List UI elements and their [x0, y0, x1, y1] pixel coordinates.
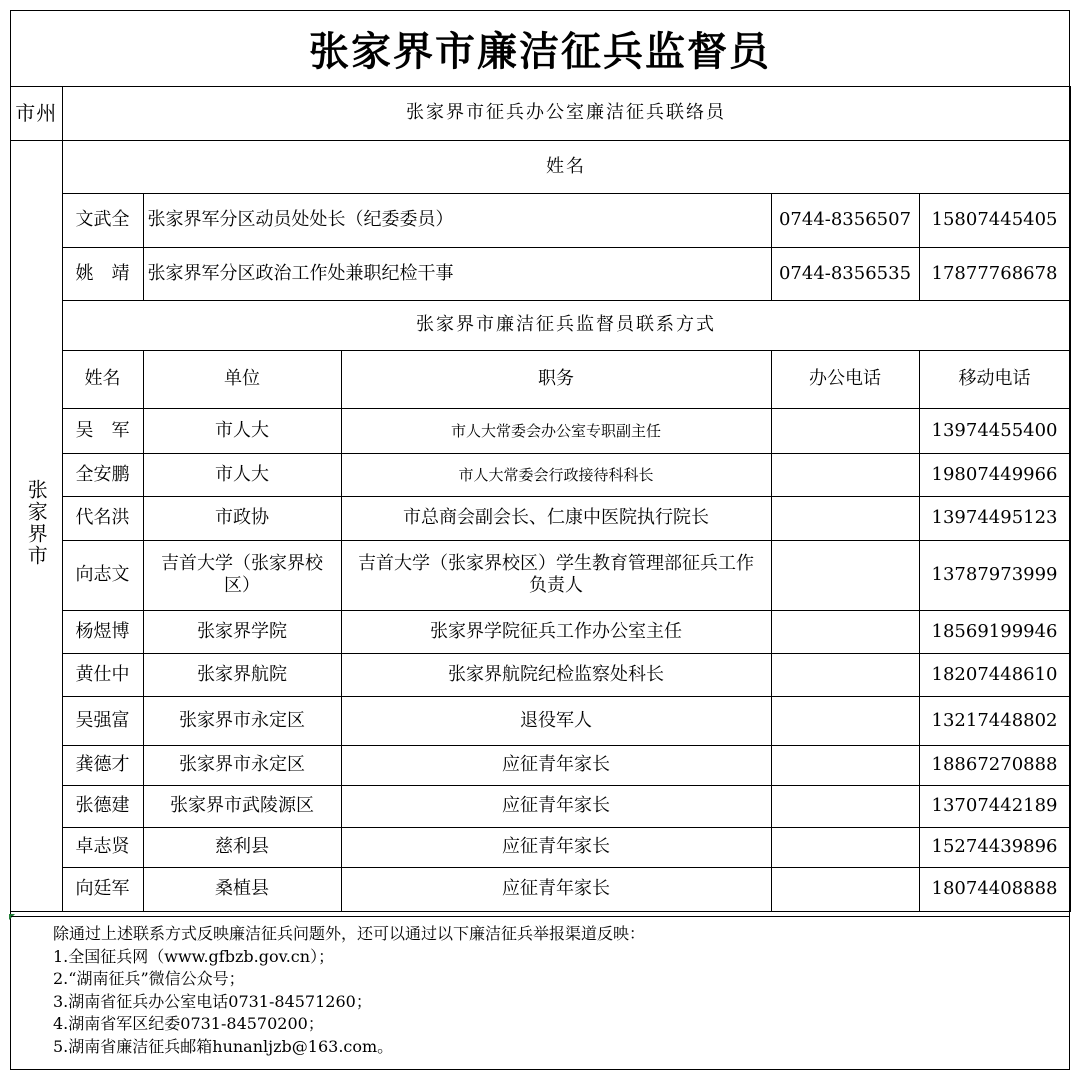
- liaison-row: [11, 247, 1070, 300]
- cell-name: 向廷军: [62, 867, 143, 911]
- cell-mobile: 13707442189: [919, 785, 1070, 827]
- table-row: [11, 827, 1070, 867]
- cell-unit: 张家界市武陵源区: [143, 785, 341, 827]
- cell-office-phone: [771, 867, 919, 911]
- table-row: [11, 408, 1070, 453]
- column-header-row: [11, 350, 1070, 408]
- table-row: [11, 785, 1070, 827]
- cell-unit: 张家界市永定区: [143, 745, 341, 785]
- liaison-office-phone: 0744-8356535: [771, 247, 919, 300]
- cell-position: 吉首大学（张家界校区）学生教育管理部征兵工作负责人: [341, 540, 771, 610]
- table-row: [11, 867, 1070, 911]
- liaison-position: 张家界军分区政治工作处兼职纪检干事: [143, 247, 771, 300]
- cell-name: 张德建: [62, 785, 143, 827]
- cell-position: 应征青年家长: [341, 745, 771, 785]
- footer-item: 3.湖南省征兵办公室电话0731-84571260；: [53, 991, 372, 1011]
- table-row: [11, 745, 1070, 785]
- liaison-position: 张家界军分区动员处处长（纪委委员）: [143, 193, 771, 247]
- liaison-mobile: 17877768678: [919, 247, 1070, 300]
- cell-mobile: 13974495123: [919, 496, 1070, 540]
- cell-name: 代名洪: [62, 496, 143, 540]
- cell-name: 吴强富: [62, 696, 143, 745]
- cell-office-phone: [771, 496, 919, 540]
- supervisor-section-title: 张家界市廉洁征兵监督员联系方式: [62, 300, 1070, 350]
- cell-position: 应征青年家长: [341, 827, 771, 867]
- liaison-row: [11, 193, 1070, 247]
- cell-office-phone: [771, 827, 919, 867]
- cell-office-phone: [771, 653, 919, 696]
- cell-name: 龚德才: [62, 745, 143, 785]
- cell-unit: 市人大: [143, 408, 341, 453]
- cell-unit: 市人大: [143, 453, 341, 496]
- col-header-name: 姓名: [62, 350, 143, 408]
- contact-table: [11, 86, 1071, 912]
- liaison-office-phone: 0744-8356507: [771, 193, 919, 247]
- col-header-mobile: 移动电话: [919, 350, 1070, 408]
- cell-mobile: 13787973999: [919, 540, 1070, 610]
- liaison-mobile: 15807445405: [919, 193, 1070, 247]
- report-channels-note: [11, 916, 1069, 1070]
- cell-unit: 张家界学院: [143, 610, 341, 653]
- cell-position: 应征青年家长: [341, 785, 771, 827]
- liaison-section-title: 张家界市征兵办公室廉洁征兵联络员: [62, 86, 1070, 140]
- table-row: [11, 540, 1070, 610]
- cell-mobile: 18867270888: [919, 745, 1070, 785]
- cell-mobile: 15274439896: [919, 827, 1070, 867]
- table-row: [11, 610, 1070, 653]
- cell-position: 市总商会副会长、仁康中医院执行院长: [341, 496, 771, 540]
- cell-position: 退役军人: [341, 696, 771, 745]
- footer-item: 1.全国征兵网（www.gfbzb.gov.cn）；: [53, 946, 335, 966]
- table-row: [11, 696, 1070, 745]
- cell-position: 市人大常委会行政接待科科长: [341, 453, 771, 496]
- document-sheet: [10, 10, 1070, 1070]
- col-header-office-phone: 办公电话: [771, 350, 919, 408]
- liaison-name-header: 姓名: [62, 140, 1070, 193]
- table-row: [11, 496, 1070, 540]
- cell-position: 张家界航院纪检监察处科长: [341, 653, 771, 696]
- footer-item: 5.湖南省廉洁征兵邮箱hunanljzb@163.com。: [53, 1036, 394, 1056]
- liaison-name: 文武全: [62, 193, 143, 247]
- cell-name: 全安鹏: [62, 453, 143, 496]
- footer-item: 4.湖南省军区纪委0731-84570200；: [53, 1014, 324, 1033]
- cell-mobile: 18074408888: [919, 867, 1070, 911]
- city-cell: [11, 140, 62, 911]
- cell-office-phone: [771, 408, 919, 453]
- cell-office-phone: [771, 540, 919, 610]
- cell-mobile: 13974455400: [919, 408, 1070, 453]
- cell-office-phone: [771, 696, 919, 745]
- supervisor-section-row: [11, 300, 1070, 350]
- cell-mobile: 18569199946: [919, 610, 1070, 653]
- cell-position: 张家界学院征兵工作办公室主任: [341, 610, 771, 653]
- cell-unit: 张家界航院: [143, 653, 341, 696]
- cell-office-phone: [771, 610, 919, 653]
- liaison-name: 姚 靖: [62, 247, 143, 300]
- page-title: 张家界市廉洁征兵监督员: [11, 11, 1069, 87]
- liaison-name-header-row: [11, 140, 1070, 193]
- footer-intro: 除通过上述联系方式反映廉洁征兵问题外，还可以通过以下廉洁征兵举报渠道反映：: [53, 924, 646, 943]
- cell-office-phone: [771, 785, 919, 827]
- cell-name: 杨煜博: [62, 610, 143, 653]
- cell-position: 市人大常委会办公室专职副主任: [341, 408, 771, 453]
- cell-unit: 市政协: [143, 496, 341, 540]
- cell-mobile: 19807449966: [919, 453, 1070, 496]
- footer-item: 2.“湖南征兵”微信公众号；: [53, 969, 245, 988]
- cell-unit: 桑植县: [143, 867, 341, 911]
- cell-name: 卓志贤: [62, 827, 143, 867]
- col-header-position: 职务: [341, 350, 771, 408]
- city-label: 张家界市: [24, 478, 49, 567]
- cell-name: 向志文: [62, 540, 143, 610]
- cell-name: 黄仕中: [62, 653, 143, 696]
- table-row: [11, 453, 1070, 496]
- header-row: [11, 86, 1070, 140]
- cell-position: 应征青年家长: [341, 867, 771, 911]
- cell-name: 吴 军: [62, 408, 143, 453]
- cell-mobile: 18207448610: [919, 653, 1070, 696]
- table-row: [11, 653, 1070, 696]
- cell-office-phone: [771, 745, 919, 785]
- col-header-unit: 单位: [143, 350, 341, 408]
- cell-unit: 张家界市永定区: [143, 696, 341, 745]
- region-header: 市州: [11, 86, 62, 140]
- cell-unit: 慈利县: [143, 827, 341, 867]
- cell-mobile: 13217448802: [919, 696, 1070, 745]
- cell-office-phone: [771, 453, 919, 496]
- cell-unit: 吉首大学（张家界校区）: [143, 540, 341, 610]
